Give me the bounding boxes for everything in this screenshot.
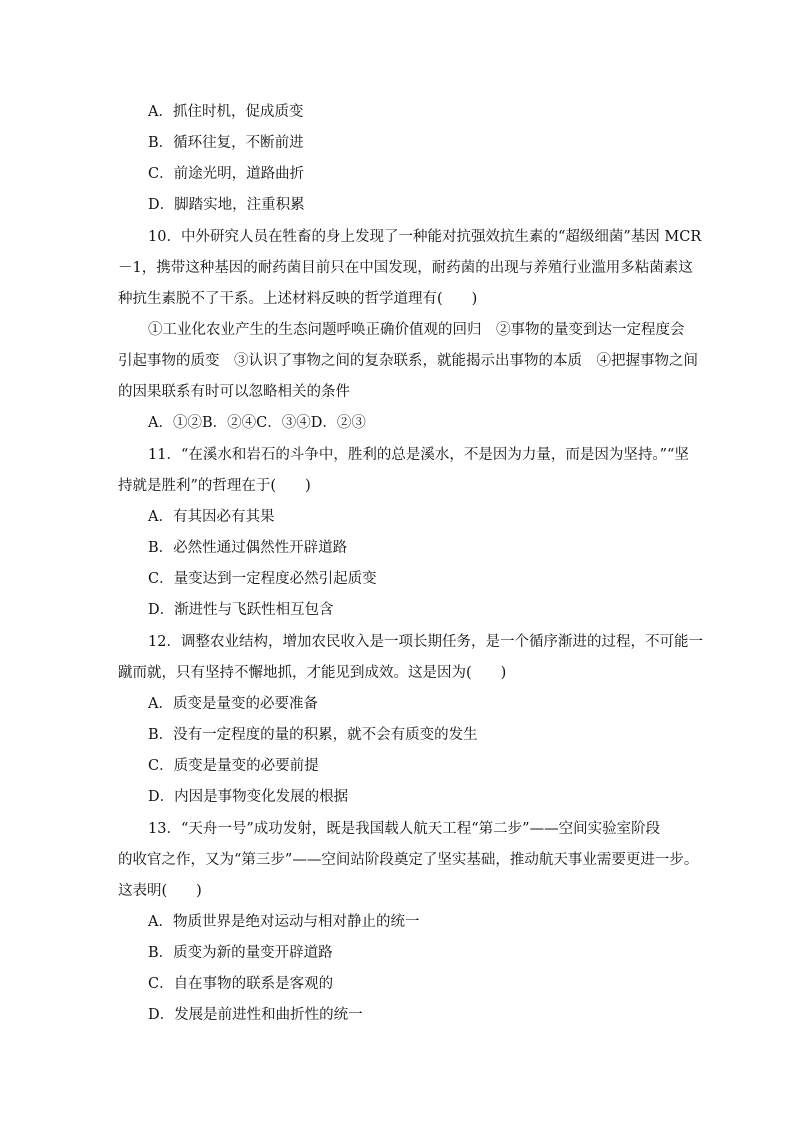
q12-option-c: C．质变是量变的必要前提 bbox=[148, 758, 319, 774]
q13-stem-line-1: 13．“天舟一号”成功发射，既是我国载人航天工程“第二步”——空间实验室阶段 bbox=[148, 821, 661, 837]
q9-option-d: D．脚踏实地，注重积累 bbox=[148, 197, 305, 213]
q10-stem-line-2: －1，携带这种基因的耐药菌目前只在中国发现，耐药菌的出现与养殖行业滥用多粘菌素这 bbox=[118, 260, 693, 276]
q12-option-d: D．内因是事物变化发展的根据 bbox=[148, 789, 349, 805]
q13-stem-line-3: 这表明( ) bbox=[118, 883, 202, 899]
q11-option-b: B．必然性通过偶然性开辟道路 bbox=[148, 540, 348, 556]
q13-option-c: C．自在事物的联系是客观的 bbox=[148, 976, 334, 992]
q10-statement-line-1: ①工业化农业产生的生态问题呼唤正确价值观的回归 ②事物的量变到达一定程度会 bbox=[148, 322, 685, 338]
q13-option-b: B．质变为新的量变开辟道路 bbox=[148, 945, 333, 961]
q10-statement-line-2: 引起事物的质变 ③认识了事物之间的复杂联系，就能揭示出事物的本质 ④把握事物之间 bbox=[118, 353, 698, 369]
q10-statement-line-3: 的因果联系有时可以忽略相关的条件 bbox=[118, 384, 350, 400]
q12-stem-line-2: 蹴而就，只有坚持不懈地抓，才能见到成效。这是因为( ) bbox=[118, 665, 507, 681]
q9-option-b: B．循环往复，不断前进 bbox=[148, 135, 304, 151]
q11-option-d: D．渐进性与飞跃性相互包含 bbox=[148, 602, 334, 618]
q11-stem-line-1: 11．“在溪水和岩石的斗争中，胜利的总是溪水，不是因为力量，而是因为坚持。”“坚 bbox=[148, 447, 689, 463]
q11-stem-line-2: 持就是胜利”的哲理在于( ) bbox=[118, 478, 311, 494]
q12-option-b: B．没有一定程度的量的积累，就不会有质变的发生 bbox=[148, 727, 478, 743]
q11-option-c: C．量变达到一定程度必然引起质变 bbox=[148, 571, 377, 587]
q10-stem-line-1: 10．中外研究人员在牲畜的身上发现了一种能对抗强效抗生素的“超级细菌”基因 MCR bbox=[148, 229, 702, 245]
q11-option-a: A．有其因必有其果 bbox=[148, 509, 275, 525]
q9-option-c: C．前途光明，道路曲折 bbox=[148, 166, 305, 182]
q13-stem-line-2: 的收官之作，又为“第三步”——空间站阶段奠定了坚实基础，推动航天事业需要更进一步。 bbox=[118, 852, 699, 868]
q12-stem-line-1: 12．调整农业结构，增加农民收入是一项长期任务，是一个循序渐进的过程，不可能一 bbox=[148, 634, 703, 650]
q9-option-a: A．抓住时机，促成质变 bbox=[148, 104, 304, 120]
q12-option-a: A．质变是量变的必要准备 bbox=[148, 696, 318, 712]
q13-option-d: D．发展是前进性和曲折性的统一 bbox=[148, 1007, 363, 1023]
q13-option-a: A．物质世界是绝对运动与相对静止的统一 bbox=[148, 914, 420, 930]
q10-options: A．①②B．②④C．③④D．②③ bbox=[148, 415, 366, 431]
q10-stem-line-3: 种抗生素脱不了干系。上述材料反映的哲学道理有( ) bbox=[118, 291, 478, 307]
